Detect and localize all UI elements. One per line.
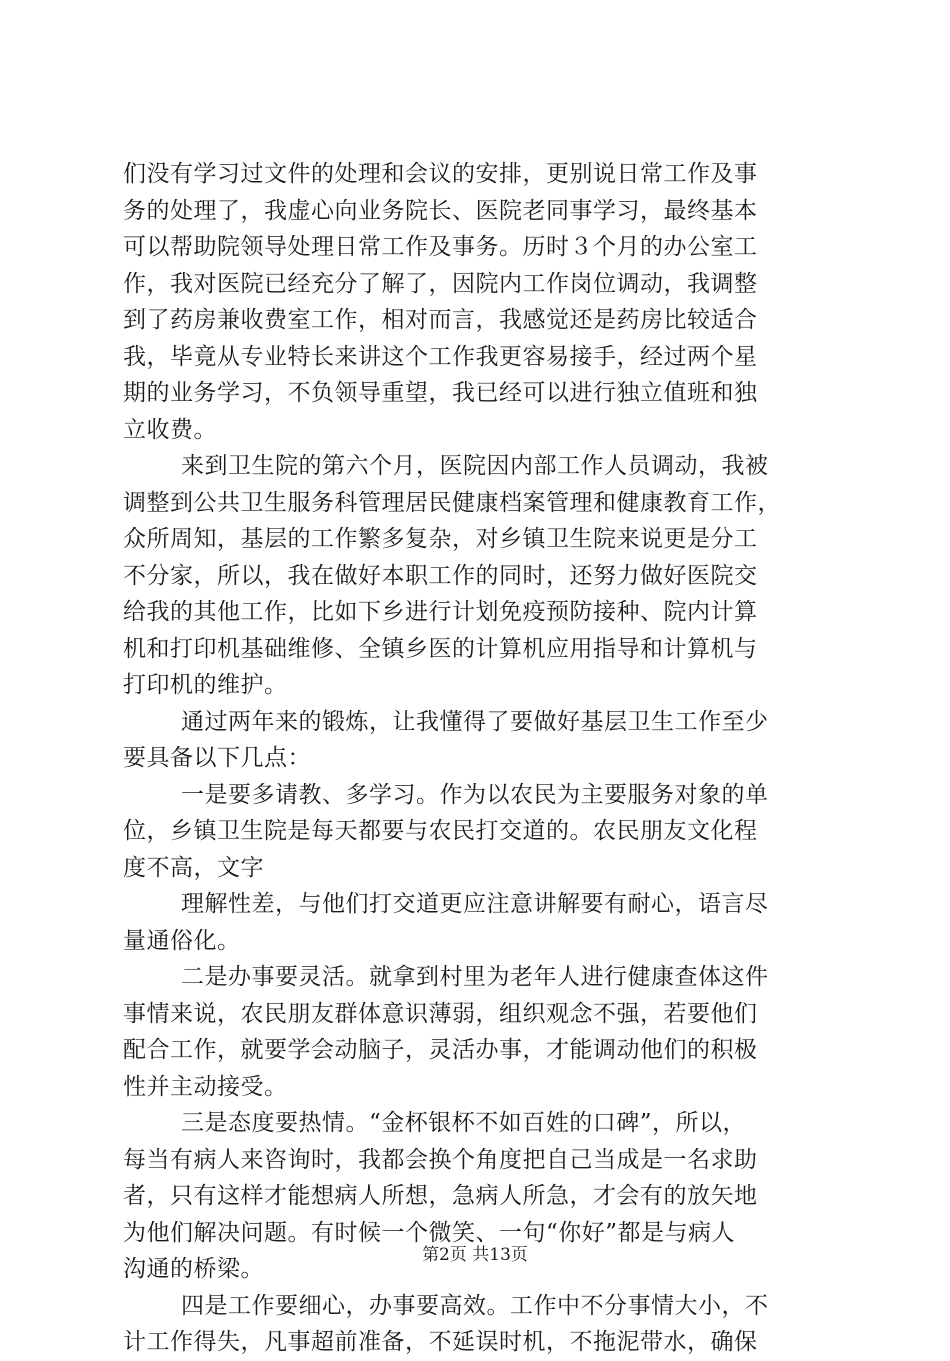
- text-line: 调整到公共卫生服务科管理居民健康档案管理和健康教育工作，: [123, 489, 781, 516]
- text-line: 作，我对医院已经充分了解了，因院内工作岗位调动，我调整: [123, 270, 758, 297]
- text-line: 不分家，所以，我在做好本职工作的同时，还努力做好医院交: [123, 562, 758, 589]
- text-line: 四是工作要细心，办事要高效。工作中不分事情大小，不: [181, 1292, 769, 1319]
- text-line: 位，乡镇卫生院是每天都要与农民打交道的。农民朋友文化程: [123, 818, 758, 844]
- text-line: 配合工作，就要学会动脑子，灵活办事，才能调动他们的积极: [123, 1037, 758, 1063]
- text-line: 可以帮助院领导处理日常工作及事务。历时３个月的办公室工: [123, 234, 758, 260]
- text-line: 每当有病人来咨询时，我都会换个角度把自己当成是一名求助: [123, 1146, 758, 1173]
- text-line: 量通俗化。: [123, 927, 241, 954]
- text-line: 为他们解决问题。有时候一个微笑、一句“你好”都是与病人: [123, 1219, 736, 1246]
- page-footer: 第2页 共13页: [422, 1245, 528, 1265]
- text-line: 打印机的维护。: [123, 672, 288, 698]
- text-line: 事情来说，农民朋友群体意识薄弱，组织观念不强，若要他们: [123, 1000, 758, 1027]
- text-line: 众所周知，基层的工作繁多复杂，对乡镇卫生院来说更是分工: [123, 526, 758, 552]
- text-line: 期的业务学习，不负领导重望，我已经可以进行独立值班和独: [123, 380, 758, 406]
- text-line: 给我的其他工作，比如下乡进行计划免疫预防接种、院内计算: [123, 599, 758, 625]
- text-line: 来到卫生院的第六个月，医院因内部工作人员调动，我被: [181, 453, 769, 479]
- text-line: 要具备以下几点：: [123, 745, 311, 771]
- text-line: 通过两年来的锻炼，让我懂得了要做好基层卫生工作至少: [181, 708, 769, 735]
- text-line: 们没有学习过文件的处理和会议的安排，更别说日常工作及事: [123, 161, 758, 187]
- text-line: 理解性差，与他们打交道更应注意讲解要有耐心，语言尽: [181, 891, 769, 917]
- text-line: 务的处理了，我虚心向业务院长、医院老同事学习，最终基本: [123, 197, 758, 224]
- text-line: 一是要多请教、多学习。作为以农民为主要服务对象的单: [181, 781, 769, 808]
- text-line: 到了药房兼收费室工作，相对而言，我感觉还是药房比较适合: [123, 307, 758, 333]
- text-line: 机和打印机基础维修、全镇乡医的计算机应用指导和计算机与: [123, 635, 758, 662]
- text-line: 者，只有这样才能想病人所想，急病人所急，才会有的放矢地: [123, 1183, 758, 1209]
- text-line: 三是态度要热情。“金杯银杯不如百姓的口碑”，所以，: [181, 1110, 747, 1136]
- text-line: 沟通的桥梁。: [123, 1256, 264, 1282]
- text-line: 计工作得失，凡事超前准备，不延误时机，不拖泥带水，确保: [123, 1329, 758, 1355]
- body-text: [123, 156, 833, 1361]
- text-line: 立收费。: [123, 416, 217, 443]
- text-line: 性并主动接受。: [123, 1073, 288, 1100]
- text-line: 我，毕竟从专业特长来讲这个工作我更容易接手，经过两个星: [123, 343, 758, 370]
- text-line: 二是办事要灵活。就拿到村里为老年人进行健康查体这件: [181, 964, 769, 990]
- text-line: 度不高，文字: [123, 854, 264, 881]
